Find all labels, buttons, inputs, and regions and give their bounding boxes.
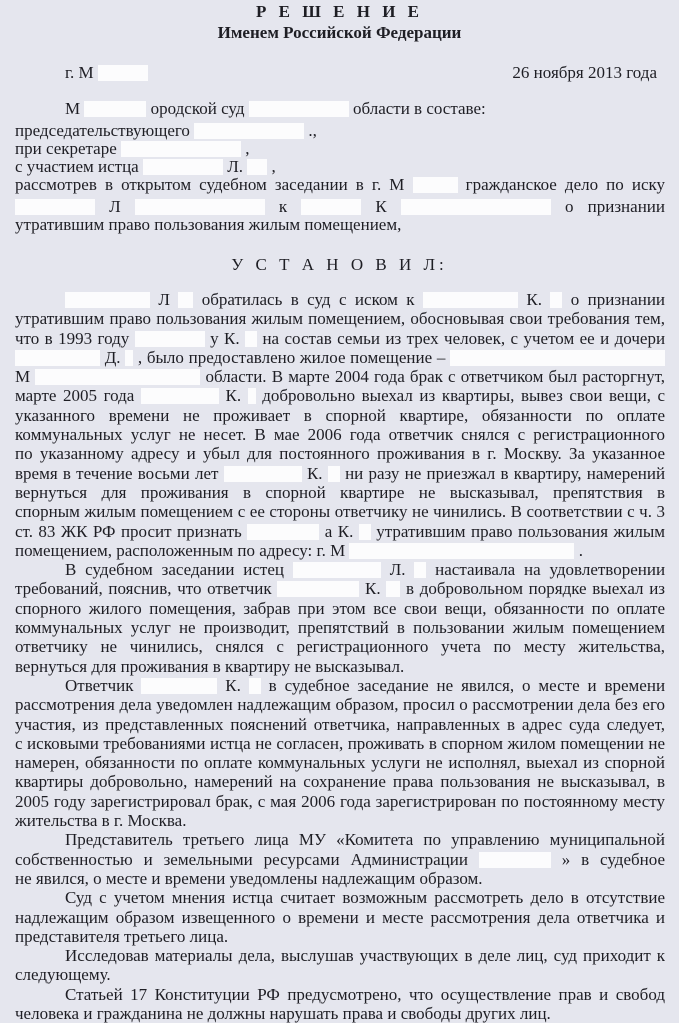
text-segment: следующему. [15, 965, 111, 985]
text-line [15, 309, 665, 328]
text-segment: утратившим право пользования жилым помещением, обосновывая свои требования тем, [15, 309, 665, 329]
redaction-box [414, 562, 426, 578]
text-segment: утратившим право пользования жилым помещением, [15, 215, 402, 234]
redaction-box [550, 292, 562, 308]
text-line [15, 965, 665, 984]
redaction-box [15, 199, 95, 215]
text-segment: по указанному адресу и убыл для постоянного проживания в г. Москву. За указанное [15, 444, 665, 464]
redaction-box [143, 159, 223, 175]
text-line [15, 946, 665, 965]
redaction-box [15, 350, 100, 366]
text-segment: К. [225, 675, 241, 695]
header-line [15, 175, 665, 194]
text-segment: спорного жилого помещения, забрав при этом все свои вещи, обязанности по оплате [15, 598, 665, 618]
text-segment: к [278, 197, 288, 216]
text-line [15, 734, 665, 753]
redaction-box [479, 852, 551, 868]
text-segment: Статьей 17 Конституции РФ предусмотрено, что осуществление прав и свобод [65, 984, 665, 1004]
text-segment: надлежащим образом извещенного о времени и месте рассмотрения дела ответчика и [15, 907, 665, 927]
text-line [15, 637, 665, 656]
text-segment: жительства в г. Москва. [15, 811, 187, 831]
text-line [15, 522, 665, 541]
text-segment: о признании [570, 290, 665, 309]
text-segment: что в 1993 году [15, 328, 130, 348]
text-segment: о признании [565, 197, 665, 216]
text-segment: указанного времени не проживает в спорной квартире, обязанности по оплате [15, 405, 665, 425]
text-line [15, 811, 665, 830]
text-line [15, 483, 665, 502]
text-segment: К. [306, 463, 323, 483]
redaction-box [84, 101, 146, 117]
text-segment: а К. [324, 521, 354, 541]
text-segment: К. [225, 386, 242, 406]
text-segment: ст. 83 ЖК РФ просит признать [15, 521, 242, 541]
redaction-box [401, 199, 551, 215]
document-body [15, 290, 665, 1023]
document-title: Р Е Ш Е Н И Е [255, 2, 423, 21]
text-line [15, 695, 665, 714]
text-segment: участия, из представленных пояснений ответчика, направленных в адрес суда следует, [15, 714, 665, 734]
text-line [15, 348, 665, 367]
text-segment: на состав семьи из трех человек, с учетом ее и дочери [262, 328, 665, 348]
document-subtitle: Именем Российской Федерации [217, 23, 462, 42]
text-line [15, 444, 665, 463]
redaction-box [359, 524, 371, 540]
text-segment: не явился, о месте и времени уведомлены надлежащим образом. [15, 868, 483, 888]
paragraph [15, 888, 665, 946]
redaction-box [248, 388, 256, 404]
text-segment: . [578, 540, 583, 560]
text-segment: вернуться для проживания в спорной квартире не высказывал, препятствия в [15, 482, 665, 502]
header-line [15, 215, 665, 234]
text-segment: , [245, 139, 250, 158]
paragraph [15, 290, 665, 560]
text-line [15, 927, 665, 946]
text-segment: коммунальных услуг не производит, препятствий в пользовании жилым помещением [15, 618, 665, 638]
text-segment: с исковыми требованиями истца не согласен, проживать в спорном жилом помещении не [15, 733, 665, 753]
text-segment: Суд с учетом мнения истца считает возможным рассмотреть дело в отсутствие [65, 888, 665, 908]
text-segment: рассмотрения дела уведомлен надлежащим образом, просил о рассмотрении дела без его [15, 695, 665, 715]
text-segment: , было предоставлено жилое помещение – [137, 347, 446, 367]
text-line [15, 290, 665, 309]
text-segment: помещением, расположенным по адресу: г. М [15, 540, 346, 560]
text-segment: время в течение восьми лет [15, 463, 219, 483]
text-segment: Л [158, 290, 170, 309]
text-segment: К [375, 197, 387, 216]
text-segment: 2005 году зарегистрировал брак, с мая 2006 года зарегистрирован по постоянному месту [15, 791, 665, 811]
text-line [15, 502, 665, 521]
redaction-box [247, 159, 267, 175]
text-line [15, 1004, 665, 1023]
text-line [15, 908, 665, 927]
text-segment: , [271, 157, 276, 176]
redaction-box [349, 543, 574, 559]
text-segment: собственностью и земельными ресурсами Администрации [15, 849, 468, 869]
redaction-box [249, 678, 261, 694]
text-segment: К. [365, 579, 381, 599]
text-segment: обратилась в суд с иском к [201, 290, 415, 309]
text-segment: М [65, 99, 81, 118]
text-segment: Л. [227, 157, 244, 176]
redaction-box [386, 581, 400, 597]
text-segment: коммунальных услуг не несет. В мае 2006 года ответчик снялся с регистрационного [15, 425, 665, 445]
redaction-box [301, 199, 361, 215]
text-segment: М [15, 367, 31, 387]
text-segment: намерен, обязанности по оплате коммунальных услуги не исполнял, выехал из спорной [15, 753, 665, 773]
text-line [15, 985, 665, 1004]
text-segment: Д. [104, 347, 121, 367]
text-segment: области. В марте 2004 года брак с ответчиком был расторгнут, [205, 367, 665, 387]
text-segment: Л [109, 197, 121, 216]
header-line [15, 139, 665, 158]
text-line [15, 618, 665, 637]
paragraph [15, 985, 665, 1023]
redaction-box [249, 101, 349, 117]
text-segment: представителя третьего лица. [15, 926, 229, 946]
redaction-box [98, 65, 148, 81]
text-segment: добровольно выехал из квартиры, вывез свои вещи, с [262, 386, 665, 406]
redaction-box [247, 524, 319, 540]
text-segment: спорным жилым помещением с ее стороны ответчику не чинились. В соответствии с ч. 3 [15, 502, 665, 522]
redaction-box [65, 292, 150, 308]
redaction-box [224, 466, 302, 482]
text-line [15, 406, 665, 425]
text-line [15, 753, 665, 772]
text-segment: гражданское дело по иску [465, 175, 666, 194]
text-segment: ородской суд [150, 99, 245, 118]
redaction-box [35, 369, 200, 385]
text-segment: Ответчик [65, 675, 134, 695]
text-line [15, 850, 665, 869]
text-line [15, 657, 665, 676]
text-segment: » в судебное [561, 849, 665, 869]
text-segment: рассмотрев в открытом судебном заседании в г. М [15, 175, 405, 194]
text-segment: области в составе: [352, 99, 486, 118]
redaction-box [328, 466, 340, 482]
redaction-box [245, 331, 257, 347]
text-segment: утратившим право пользования жилым [376, 521, 665, 541]
text-segment: вернуться для проживания в квартиру не высказывал. [15, 656, 405, 676]
decision-date: 26 ноября 2013 года [512, 63, 657, 82]
text-line [15, 329, 665, 348]
redaction-box [293, 562, 381, 578]
text-line [15, 425, 665, 444]
text-segment: в добровольном порядке выехал из [406, 579, 665, 599]
text-segment: настаивала на удовлетворении [435, 560, 665, 580]
text-segment: требований, пояснив, что ответчик [15, 579, 272, 599]
text-segment: В судебном заседании истец [65, 560, 284, 580]
redaction-box [423, 292, 518, 308]
text-line [15, 579, 665, 598]
text-segment: ни разу не приезжал в квартиру, намерений [345, 463, 665, 483]
redaction-box [135, 331, 205, 347]
text-line [15, 541, 665, 560]
header-line [65, 99, 665, 118]
text-line [15, 676, 665, 695]
paragraph [15, 560, 665, 676]
text-line [15, 464, 665, 483]
text-segment: Л. [389, 560, 406, 580]
text-line [15, 792, 665, 811]
header-line [65, 63, 665, 82]
redaction-box [277, 581, 359, 597]
redaction-box [125, 350, 133, 366]
text-segment: Представитель третьего лица МУ «Комитета по управлению муниципальной [65, 830, 665, 850]
text-segment: председательствующего [15, 121, 190, 140]
text-segment: Исследовав материалы дела, выслушав участвующих в деле лиц, суд приходит к [65, 946, 665, 966]
text-segment: при секретаре [15, 139, 117, 158]
text-segment: квартиры добровольно, намерений на сохранение права пользования не высказывал, в [15, 772, 665, 792]
header-line [15, 197, 665, 216]
paragraph [15, 676, 665, 830]
text-line [15, 888, 665, 907]
redaction-box [141, 388, 219, 404]
text-segment: с участием истца [15, 157, 139, 176]
redaction-box [413, 177, 458, 193]
text-segment: ., [308, 121, 317, 140]
redaction-box [121, 141, 241, 157]
redaction-box [194, 123, 304, 139]
text-line [15, 830, 665, 849]
text-segment: марте 2005 года [15, 386, 135, 406]
redaction-box [178, 292, 193, 308]
paragraph [15, 830, 665, 888]
header-line [15, 157, 665, 176]
text-segment: г. М [65, 63, 94, 82]
text-segment: ответчику не чинились, снялся с регистрационного учета по месту жительства, [15, 637, 665, 657]
text-line [15, 715, 665, 734]
text-line [15, 560, 665, 579]
section-heading: У С Т А Н О В И Л: [231, 255, 448, 274]
text-line [15, 772, 665, 791]
redaction-box [135, 199, 265, 215]
text-segment: в судебное заседание не явился, о месте и времени [268, 675, 665, 695]
text-segment: К. [526, 290, 542, 309]
text-line [15, 599, 665, 618]
text-line [15, 869, 665, 888]
text-segment: у К. [210, 328, 240, 348]
paragraph [15, 946, 665, 985]
text-segment: человека и гражданина не должны нарушать права и свободы других лиц. [15, 1003, 551, 1023]
text-line [15, 386, 665, 405]
text-line [15, 367, 665, 386]
redaction-box [450, 350, 665, 366]
header-line [15, 121, 665, 140]
redaction-box [141, 678, 217, 694]
